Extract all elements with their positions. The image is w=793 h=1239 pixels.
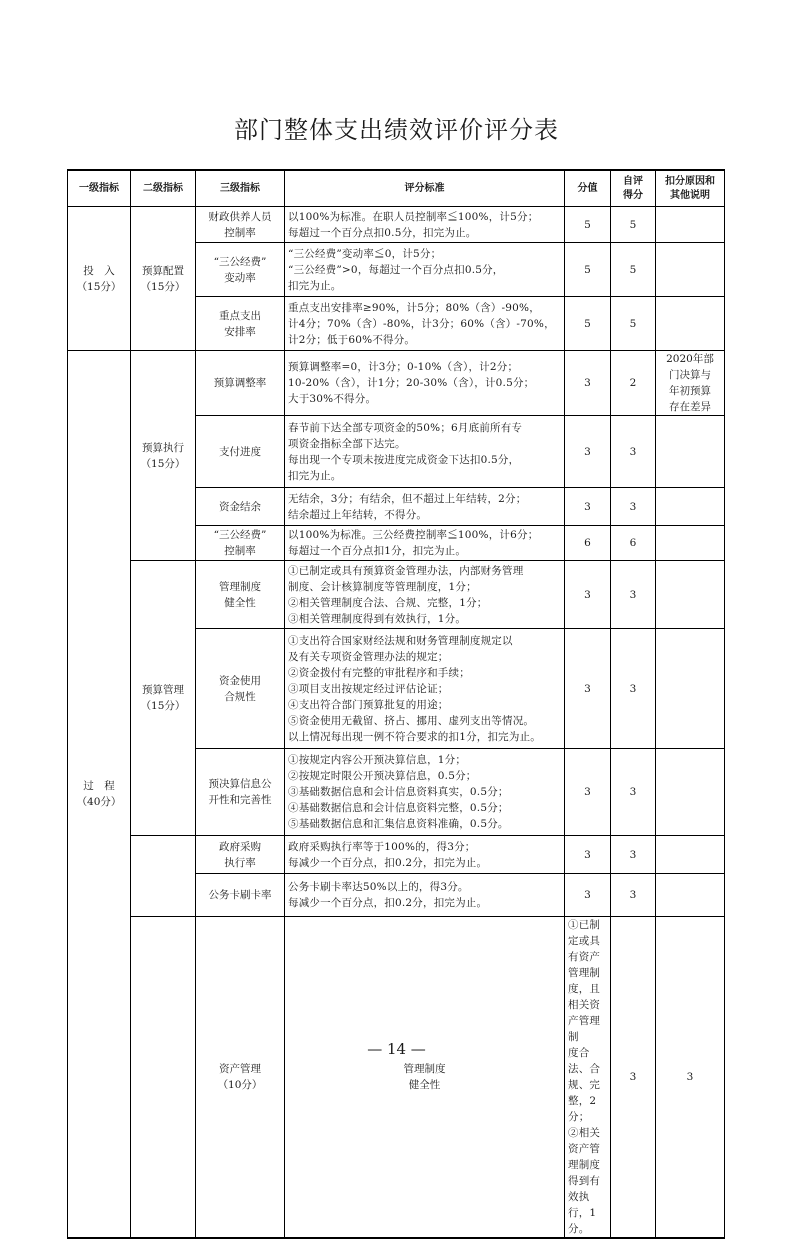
criteria-text: 以100%为标准。在职人员控制率≦100%，计5分； 每超过一个百分点扣0.5分，扣完为止。 <box>285 207 565 243</box>
header-self-score: 自评 得分 <box>611 170 656 207</box>
score-value: 3 <box>565 836 611 874</box>
table-row <box>68 207 725 243</box>
self-score-value: 2 <box>611 351 656 416</box>
level3-name: 管理制度 健全性 <box>285 917 565 1239</box>
self-score-value: 3 <box>611 488 656 526</box>
level3-name: “三公经费” 控制率 <box>196 526 285 561</box>
note-text <box>656 526 725 561</box>
header-score: 分值 <box>565 170 611 207</box>
score-value: 3 <box>565 874 611 917</box>
criteria-text: 预算调整率=0，计3分；0-10%（含），计2分； 10-20%（含），计1分；20-30%（含），计0.5分； 大于30%不得分。 <box>285 351 565 416</box>
note-text <box>656 629 725 749</box>
level3-name: 政府采购 执行率 <box>196 836 285 874</box>
criteria-text: ①支出符合国家财经法规和财务管理制度规定以 及有关专项资金管理办法的规定； ②资金拨付有完整的审批程序和手续； ③项目支出按规定经过评估论证； ④支出符合部门预算批复的用途； ⑤资金使用无截留、挤占、挪用、虚列支出等情况。 以上情况每出现一例不符合要求的扣1分，扣完为止。 <box>285 629 565 749</box>
header-criteria: 评分标准 <box>285 170 565 207</box>
score-value: 5 <box>565 243 611 297</box>
self-score-value: 5 <box>611 297 656 351</box>
criteria-text: 公务卡刷卡率达50%以上的，得3分。 每减少一个百分点，扣0.2分，扣完为止。 <box>285 874 565 917</box>
criteria-text: ①按规定内容公开预决算信息，1分； ②按规定时限公开预决算信息，0.5分； ③基础数据信息和会计信息资料真实，0.5分； ④基础数据信息和会计信息资料完整，0.5分； ⑤基础数据信息和汇集信息资料准确，0.5分。 <box>285 749 565 836</box>
level3-name: 公务卡刷卡率 <box>196 874 285 917</box>
level2-budget-exec: 预算执行 （15分） <box>131 351 196 561</box>
criteria-text: 春节前下达全部专项资金的50%；6月底前所有专 项资金指标全部下达完。 每出现一个专项未按进度完成资金下达扣0.5分， 扣完为止。 <box>285 416 565 488</box>
header-level3: 三级指标 <box>196 170 285 207</box>
criteria-text: 重点支出安排率≥90%，计5分；80%（含）-90%， 计4分；70%（含）-80%，计3分；60%（含）-70%， 计2分；低于60%不得分。 <box>285 297 565 351</box>
self-score-value: 3 <box>611 561 656 629</box>
self-score-value: 5 <box>611 243 656 297</box>
score-table <box>67 169 725 1239</box>
score-value: 3 <box>565 749 611 836</box>
note-text <box>656 836 725 874</box>
self-score-value: 3 <box>611 416 656 488</box>
self-score-value: 3 <box>611 749 656 836</box>
header-level2: 二级指标 <box>131 170 196 207</box>
page-title: 部门整体支出绩效评价评分表 <box>234 116 559 144</box>
table-row <box>68 917 725 1239</box>
criteria-text: ①已制定或具有资产管理制度，且相关资产管理制 度合法、合规、完整，2分； ②相关资产管理制度得到有效执行，1分。 <box>565 917 611 1239</box>
score-value: 3 <box>565 351 611 416</box>
criteria-text: 政府采购执行率等于100%的，得3分； 每减少一个百分点，扣0.2分，扣完为止。 <box>285 836 565 874</box>
level2-budget-mgmt: 预算管理 （15分） <box>131 561 196 836</box>
score-value: 3 <box>565 488 611 526</box>
table-header-row <box>68 170 725 207</box>
score-value: 3 <box>565 629 611 749</box>
self-score-value: 3 <box>611 874 656 917</box>
criteria-text: “三公经费”变动率≦0，计5分； “三公经费”>0，每超过一个百分点扣0.5分， 扣完为止。 <box>285 243 565 297</box>
level3-name: 资金使用 合规性 <box>196 629 285 749</box>
table-row <box>68 351 725 416</box>
level1-empty <box>131 917 196 1239</box>
level1-input: 投 入 （15分） <box>68 207 131 351</box>
note-text <box>656 243 725 297</box>
level2-budget-config: 预算配置 （15分） <box>131 207 196 351</box>
level3-name: 财政供养人员 控制率 <box>196 207 285 243</box>
score-value: 3 <box>611 917 656 1239</box>
page-number: — 14 — <box>367 1040 426 1058</box>
self-score-value: 6 <box>611 526 656 561</box>
score-value: 5 <box>565 207 611 243</box>
table-row <box>68 561 725 629</box>
self-score-value: 5 <box>611 207 656 243</box>
level3-name: 资金结余 <box>196 488 285 526</box>
note-text <box>656 874 725 917</box>
level3-name: 预算调整率 <box>196 351 285 416</box>
self-score-value: 3 <box>611 836 656 874</box>
level1-process: 过 程 （40分） <box>68 351 131 1239</box>
score-value: 6 <box>565 526 611 561</box>
note-text: 2020年部 门决算与 年初预算 存在差异 <box>656 351 725 416</box>
header-note: 扣分原因和 其他说明 <box>656 170 725 207</box>
note-text <box>656 749 725 836</box>
level2-asset-mgmt: 资产管理 （10分） <box>196 917 285 1239</box>
level3-name: 重点支出 安排率 <box>196 297 285 351</box>
criteria-text: 无结余，3分；有结余，但不超过上年结转，2分； 结余超过上年结转，不得分。 <box>285 488 565 526</box>
criteria-text: 以100%为标准。三公经费控制率≦100%，计6分； 每超过一个百分点扣1分，扣完为止。 <box>285 526 565 561</box>
note-text <box>656 297 725 351</box>
note-text <box>656 416 725 488</box>
level3-name: 管理制度 健全性 <box>196 561 285 629</box>
table-row <box>68 836 725 874</box>
note-text <box>656 561 725 629</box>
score-value: 5 <box>565 297 611 351</box>
score-value: 3 <box>565 561 611 629</box>
self-score-value: 3 <box>656 917 725 1239</box>
header-level1: 一级指标 <box>68 170 131 207</box>
score-value: 3 <box>565 416 611 488</box>
level3-name: “三公经费” 变动率 <box>196 243 285 297</box>
criteria-text: ①已制定或具有预算资金管理办法，内部财务管理 制度、会计核算制度等管理制度，1分； ②相关管理制度合法、合规、完整，1分； ③相关管理制度得到有效执行，1分。 <box>285 561 565 629</box>
note-text <box>656 488 725 526</box>
note-text <box>656 207 725 243</box>
level3-name: 预决算信息公 开性和完善性 <box>196 749 285 836</box>
level2-empty <box>131 836 196 917</box>
self-score-value: 3 <box>611 629 656 749</box>
level3-name: 支付进度 <box>196 416 285 488</box>
